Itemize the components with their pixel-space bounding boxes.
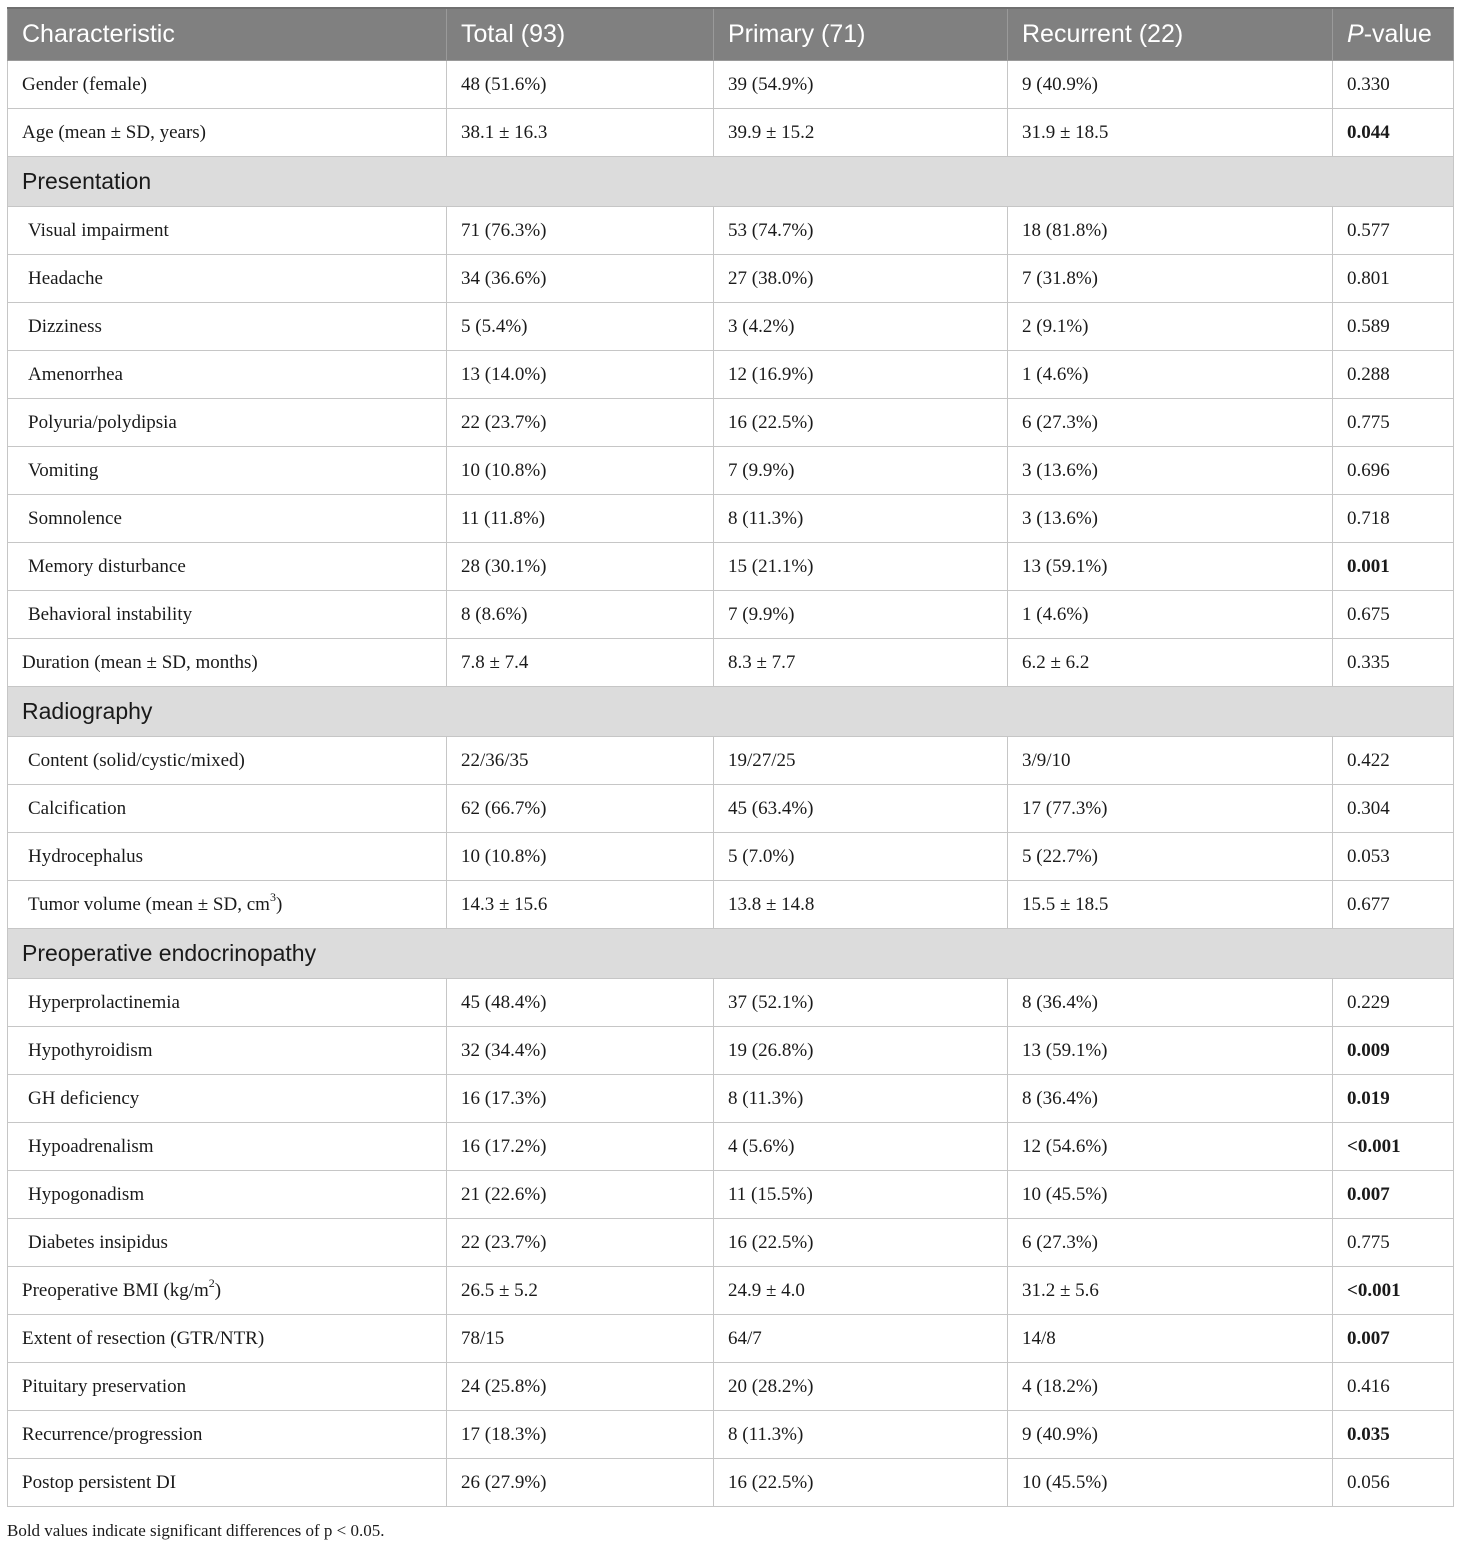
row-recurrent: 13 (59.1%) [1008,543,1333,591]
row-p-value: 0.335 [1333,639,1454,687]
row-recurrent: 3 (13.6%) [1008,495,1333,543]
row-characteristic: Hyperprolactinemia [8,979,447,1027]
row-p-value: <0.001 [1333,1267,1454,1315]
row-primary: 11 (15.5%) [714,1171,1008,1219]
section-header-row [8,157,1454,207]
row-total: 26.5 ± 5.2 [447,1267,714,1315]
table-row [8,881,1454,929]
row-primary: 8 (11.3%) [714,495,1008,543]
table-row [8,591,1454,639]
table-row [8,447,1454,495]
row-characteristic: Pituitary preservation [8,1363,447,1411]
row-characteristic: Somnolence [8,495,447,543]
row-total: 78/15 [447,1315,714,1363]
row-primary: 39 (54.9%) [714,61,1008,109]
row-p-value: 0.416 [1333,1363,1454,1411]
row-primary: 37 (52.1%) [714,979,1008,1027]
row-characteristic: Content (solid/cystic/mixed) [8,737,447,785]
row-recurrent: 1 (4.6%) [1008,351,1333,399]
row-primary: 7 (9.9%) [714,447,1008,495]
table-row [8,495,1454,543]
row-total: 38.1 ± 16.3 [447,109,714,157]
row-total: 21 (22.6%) [447,1171,714,1219]
row-p-value: <0.001 [1333,1123,1454,1171]
row-recurrent: 7 (31.8%) [1008,255,1333,303]
row-p-value: 0.577 [1333,207,1454,255]
row-p-value: 0.422 [1333,737,1454,785]
unit-superscript: 2 [208,1276,215,1291]
row-total: 62 (66.7%) [447,785,714,833]
row-characteristic: Memory disturbance [8,543,447,591]
row-primary: 16 (22.5%) [714,1219,1008,1267]
row-characteristic: Extent of resection (GTR/NTR) [8,1315,447,1363]
section-label: Preoperative endocrinopathy [8,929,1454,979]
table-row [8,1075,1454,1123]
row-total: 24 (25.8%) [447,1363,714,1411]
row-total: 10 (10.8%) [447,833,714,881]
table-row [8,255,1454,303]
row-recurrent: 31.9 ± 18.5 [1008,109,1333,157]
table-footnote: Bold values indicate significant differences of p < 0.05. [7,1521,385,1540]
section-header-row [8,929,1454,979]
row-recurrent: 4 (18.2%) [1008,1363,1333,1411]
header-primary: Primary (71) [714,8,1008,61]
row-p-value: 0.677 [1333,881,1454,929]
table-row [8,1171,1454,1219]
row-characteristic: Postop persistent DI [8,1459,447,1507]
row-primary: 64/7 [714,1315,1008,1363]
table-row [8,1219,1454,1267]
row-total: 22/36/35 [447,737,714,785]
row-recurrent: 14/8 [1008,1315,1333,1363]
row-primary: 12 (16.9%) [714,351,1008,399]
row-p-value: 0.053 [1333,833,1454,881]
row-recurrent: 8 (36.4%) [1008,1075,1333,1123]
row-p-value: 0.007 [1333,1315,1454,1363]
row-recurrent: 9 (40.9%) [1008,1411,1333,1459]
row-p-value: 0.044 [1333,109,1454,157]
row-recurrent: 6 (27.3%) [1008,1219,1333,1267]
row-p-value: 0.056 [1333,1459,1454,1507]
row-total: 13 (14.0%) [447,351,714,399]
table-row [8,303,1454,351]
row-characteristic: Calcification [8,785,447,833]
row-primary: 45 (63.4%) [714,785,1008,833]
row-characteristic: Hypothyroidism [8,1027,447,1075]
row-total: 32 (34.4%) [447,1027,714,1075]
row-primary: 15 (21.1%) [714,543,1008,591]
row-p-value: 0.775 [1333,1219,1454,1267]
row-primary: 8.3 ± 7.7 [714,639,1008,687]
row-recurrent: 17 (77.3%) [1008,785,1333,833]
row-p-value: 0.696 [1333,447,1454,495]
row-total: 17 (18.3%) [447,1411,714,1459]
row-p-value: 0.675 [1333,591,1454,639]
table-row [8,109,1454,157]
row-characteristic: Hypogonadism [8,1171,447,1219]
section-label: Presentation [8,157,1454,207]
row-total: 10 (10.8%) [447,447,714,495]
characteristic-text: Tumor volume (mean ± SD, cm [28,893,270,915]
row-p-value: 0.718 [1333,495,1454,543]
row-p-value: 0.589 [1333,303,1454,351]
row-recurrent: 3/9/10 [1008,737,1333,785]
row-characteristic: Gender (female) [8,61,447,109]
row-recurrent: 31.2 ± 5.6 [1008,1267,1333,1315]
row-recurrent: 13 (59.1%) [1008,1027,1333,1075]
header-p-value [1333,8,1454,61]
row-recurrent: 10 (45.5%) [1008,1459,1333,1507]
row-primary: 16 (22.5%) [714,1459,1008,1507]
row-characteristic: Hypoadrenalism [8,1123,447,1171]
table-row [8,979,1454,1027]
row-total: 8 (8.6%) [447,591,714,639]
row-primary: 8 (11.3%) [714,1075,1008,1123]
row-recurrent: 12 (54.6%) [1008,1123,1333,1171]
row-p-value: 0.035 [1333,1411,1454,1459]
row-p-value: 0.304 [1333,785,1454,833]
row-primary: 3 (4.2%) [714,303,1008,351]
table-row [8,1027,1454,1075]
table-container [7,7,1453,1507]
row-characteristic: Behavioral instability [8,591,447,639]
unit-superscript: 3 [269,890,276,905]
row-p-value: 0.330 [1333,61,1454,109]
row-primary: 4 (5.6%) [714,1123,1008,1171]
row-characteristic: Diabetes insipidus [8,1219,447,1267]
row-recurrent: 1 (4.6%) [1008,591,1333,639]
row-recurrent: 3 (13.6%) [1008,447,1333,495]
row-total: 48 (51.6%) [447,61,714,109]
row-total: 71 (76.3%) [447,207,714,255]
row-p-value: 0.009 [1333,1027,1454,1075]
header-recurrent: Recurrent (22) [1008,8,1333,61]
row-characteristic: Recurrence/progression [8,1411,447,1459]
header-p-italic: P [1347,20,1364,48]
row-p-value: 0.229 [1333,979,1454,1027]
header-p-rest: -value [1363,20,1432,48]
table-row [8,639,1454,687]
header-characteristic: Characteristic [8,8,447,61]
row-primary: 20 (28.2%) [714,1363,1008,1411]
row-characteristic: Amenorrhea [8,351,447,399]
characteristic-text: Preoperative BMI (kg/m [22,1279,209,1301]
row-characteristic: Polyuria/polydipsia [8,399,447,447]
row-primary: 53 (74.7%) [714,207,1008,255]
row-p-value: 0.801 [1333,255,1454,303]
row-recurrent: 15.5 ± 18.5 [1008,881,1333,929]
table-row [8,399,1454,447]
row-recurrent: 5 (22.7%) [1008,833,1333,881]
table-row [8,833,1454,881]
row-primary: 19 (26.8%) [714,1027,1008,1075]
characteristic-text-suffix: ) [275,893,283,915]
characteristic-text-suffix: ) [214,1279,222,1301]
table-row [8,61,1454,109]
table-row [8,1411,1454,1459]
row-primary: 39.9 ± 15.2 [714,109,1008,157]
row-p-value: 0.019 [1333,1075,1454,1123]
row-recurrent: 18 (81.8%) [1008,207,1333,255]
row-recurrent: 8 (36.4%) [1008,979,1333,1027]
row-p-value: 0.001 [1333,543,1454,591]
section-header-row [8,687,1454,737]
row-characteristic [8,881,447,929]
row-p-value: 0.775 [1333,399,1454,447]
row-recurrent: 6 (27.3%) [1008,399,1333,447]
row-total: 11 (11.8%) [447,495,714,543]
table-body [8,61,1454,1507]
row-characteristic [8,1267,447,1315]
row-primary: 16 (22.5%) [714,399,1008,447]
table-row [8,543,1454,591]
row-characteristic: Hydrocephalus [8,833,447,881]
row-characteristic: Duration (mean ± SD, months) [8,639,447,687]
characteristics-table [7,7,1454,1507]
row-total: 7.8 ± 7.4 [447,639,714,687]
row-total: 14.3 ± 15.6 [447,881,714,929]
row-recurrent: 10 (45.5%) [1008,1171,1333,1219]
table-row [8,1123,1454,1171]
row-primary: 19/27/25 [714,737,1008,785]
row-characteristic: Dizziness [8,303,447,351]
table-row [8,1315,1454,1363]
row-characteristic: Age (mean ± SD, years) [8,109,447,157]
row-primary: 13.8 ± 14.8 [714,881,1008,929]
table-row [8,737,1454,785]
row-total: 16 (17.2%) [447,1123,714,1171]
row-characteristic: Vomiting [8,447,447,495]
row-primary: 27 (38.0%) [714,255,1008,303]
table-row [8,351,1454,399]
row-recurrent: 2 (9.1%) [1008,303,1333,351]
row-total: 34 (36.6%) [447,255,714,303]
row-p-value: 0.288 [1333,351,1454,399]
table-row [8,1363,1454,1411]
row-total: 16 (17.3%) [447,1075,714,1123]
row-total: 28 (30.1%) [447,543,714,591]
row-p-value: 0.007 [1333,1171,1454,1219]
row-primary: 7 (9.9%) [714,591,1008,639]
row-total: 22 (23.7%) [447,399,714,447]
row-characteristic: Headache [8,255,447,303]
row-primary: 8 (11.3%) [714,1411,1008,1459]
table-row [8,785,1454,833]
row-recurrent: 6.2 ± 6.2 [1008,639,1333,687]
row-primary: 5 (7.0%) [714,833,1008,881]
row-total: 45 (48.4%) [447,979,714,1027]
row-total: 5 (5.4%) [447,303,714,351]
table-row [8,1267,1454,1315]
table-row [8,207,1454,255]
row-total: 22 (23.7%) [447,1219,714,1267]
row-characteristic: Visual impairment [8,207,447,255]
table-row [8,1459,1454,1507]
row-characteristic: GH deficiency [8,1075,447,1123]
row-total: 26 (27.9%) [447,1459,714,1507]
table-header-row [8,8,1454,61]
section-label: Radiography [8,687,1454,737]
header-total: Total (93) [447,8,714,61]
row-recurrent: 9 (40.9%) [1008,61,1333,109]
row-primary: 24.9 ± 4.0 [714,1267,1008,1315]
